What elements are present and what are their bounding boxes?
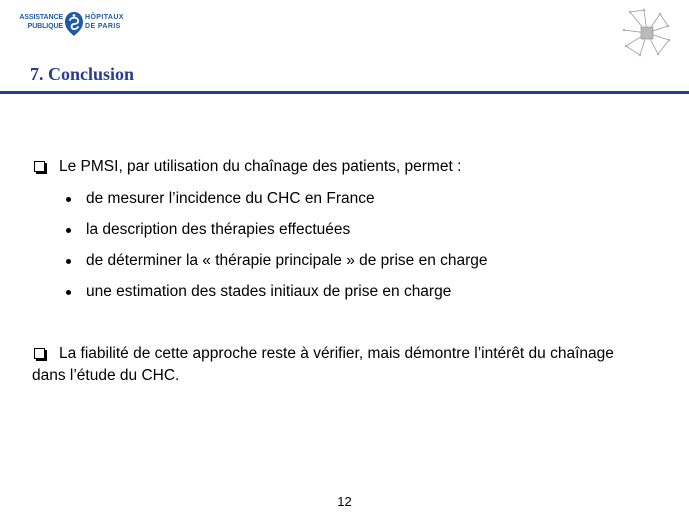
aphp-logo-icon <box>63 11 85 37</box>
logo-left-text <box>13 13 63 31</box>
title-divider <box>0 91 689 94</box>
list-item <box>64 219 488 250</box>
list-item <box>64 188 488 219</box>
logo-right-line2: DE PARIS <box>85 23 121 30</box>
list-item-text: une estimation des stades initiaux de prise en charge <box>86 283 452 300</box>
logo-left-line1: ASSISTANCE <box>19 14 63 21</box>
list-item <box>64 281 488 312</box>
page-number: 12 <box>337 494 352 509</box>
logo-right-text <box>85 13 145 31</box>
list-item-text: de mesurer l’incidence du CHC en France <box>86 190 375 207</box>
logo-right-line1: HÔPITAUX <box>85 14 124 21</box>
list-item <box>64 250 488 281</box>
round-bullet-icon <box>66 228 71 233</box>
findings-list <box>64 188 488 312</box>
logo-left-line2: PUBLIQUE <box>27 23 63 30</box>
conclusion-paragraph <box>32 343 632 387</box>
slide-title: 7. Conclusion <box>30 64 135 84</box>
square-bullet-icon <box>34 161 45 172</box>
intro-text: Le PMSI, par utilisation du chaînage des patients, permet : <box>59 158 462 175</box>
conclusion-text: La fiabilité de cette approche reste à vérifier, mais démontre l’intérêt du chaînage dans l’étude du CHC. <box>32 345 614 384</box>
square-bullet-icon <box>34 348 45 359</box>
round-bullet-icon <box>66 259 71 264</box>
aphp-logo <box>13 11 133 37</box>
network-emblem-icon <box>622 8 672 58</box>
round-bullet-icon <box>66 197 71 202</box>
intro-paragraph <box>32 156 461 178</box>
round-bullet-icon <box>66 290 71 295</box>
list-item-text: la description des thérapies effectuées <box>86 221 351 238</box>
list-item-text: de déterminer la « thérapie principale » de prise en charge <box>86 252 488 269</box>
